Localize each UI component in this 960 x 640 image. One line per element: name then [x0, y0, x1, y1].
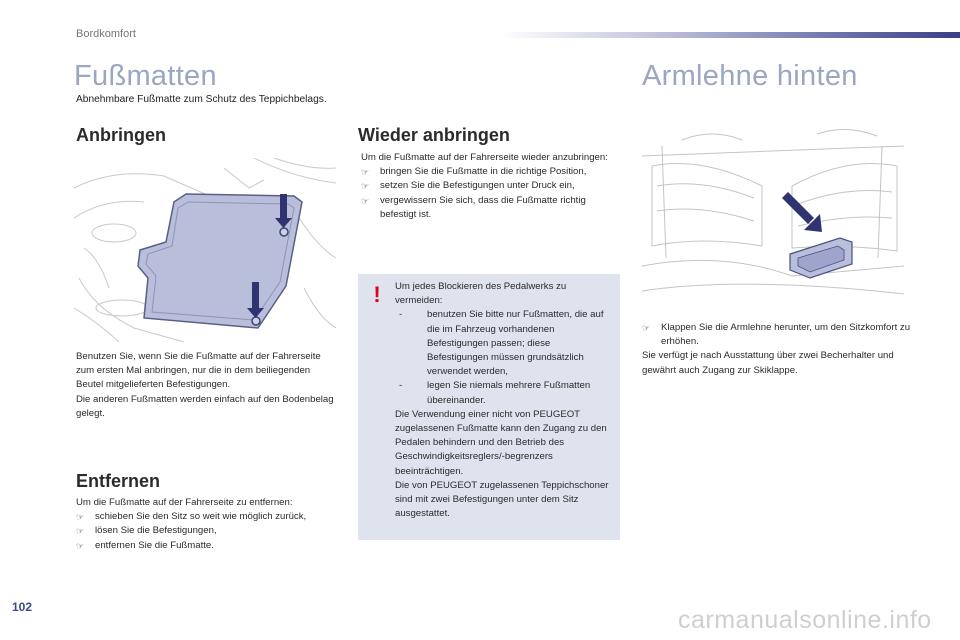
warning-text: [395, 280, 613, 521]
list-item: ☞ lösen Sie die Befestigungen,: [76, 524, 341, 538]
list-item: - benutzen Sie bitte nur Fußmatten, die auf die im Fahrzeug vorhandenen Befestigungen passen; diese Befestigungen müssen grundsätzlich verwendet werden,: [395, 308, 613, 379]
wieder-list: [361, 165, 619, 222]
warning-icon: !: [373, 282, 381, 307]
watermark: carmanualsonline.info: [678, 606, 932, 634]
list-item: ☞ vergewissern Sie sich, dass die Fußmatte richtig befestigt ist.: [361, 194, 619, 222]
warning-list: [395, 308, 613, 407]
entfernen-list: [76, 510, 341, 553]
list-item: ☞ schieben Sie den Sitz so weit wie möglich zurück,: [76, 510, 341, 524]
anbringen-paragraph: Benutzen Sie, wenn Sie die Fußmatte auf der Fahrerseite zum ersten Mal anbringen, nur die in dem beiliegenden Beutel mitgelieferten Befestigungen.: [76, 351, 321, 391]
list-item: ☞ entfernen Sie die Fußmatte.: [76, 539, 341, 553]
armlehne-text: [642, 321, 912, 378]
warning-intro: Um jedes Blockieren des Pedalwerks zu vermeiden:: [395, 281, 567, 307]
list-item: ☞ Klappen Sie die Armlehne herunter, um den Sitzkomfort zu erhöhen.: [642, 321, 912, 349]
floor-mat-illustration: [74, 158, 336, 342]
warning-paragraph: Die Verwendung einer nicht von PEUGEOT zugelassenen Fußmatte kann den Zugang zu den Pedalen behindern und den Betrieb des Geschwindigkeitsreglers/-begrenzers beeinträchtigen.: [395, 408, 607, 477]
armlehne-paragraph: Sie verfügt je nach Ausstattung über zwei Becherhalter und gewährt auch Zugang zur Skiklappe.: [642, 350, 894, 376]
fussmatten-subtitle: Abnehmbare Fußmatte zum Schutz des Teppichbelags.: [76, 94, 327, 105]
wieder-anbringen-text: [361, 151, 619, 222]
armrest-illustration: [642, 126, 904, 312]
page-title-fussmatten: Fußmatten: [74, 60, 217, 92]
page-number: 102: [12, 600, 33, 614]
section-label: Bordkomfort: [76, 28, 136, 40]
heading-entfernen: Entfernen: [76, 471, 161, 491]
heading-anbringen: Anbringen: [76, 125, 166, 145]
warning-paragraph: Die von PEUGEOT zugelassenen Teppichschoner sind mit zwei Befestigungen unter dem Sitz ausgestattet.: [395, 479, 609, 520]
armlehne-list: [642, 321, 912, 349]
page-title-armlehne: Armlehne hinten: [642, 60, 858, 92]
list-item: ☞ setzen Sie die Befestigungen unter Druck ein,: [361, 179, 619, 193]
wieder-intro: Um die Fußmatte auf der Fahrerseite wieder anzubringen:: [361, 152, 608, 163]
anbringen-text: [76, 350, 338, 421]
list-item: ☞ bringen Sie die Fußmatte in die richtige Position,: [361, 165, 619, 179]
header-accent-bar: [500, 32, 960, 38]
list-item: - legen Sie niemals mehrere Fußmatten übereinander.: [395, 379, 613, 407]
entfernen-text: [76, 496, 341, 553]
entfernen-intro: Um die Fußmatte auf der Fahrerseite zu entfernen:: [76, 497, 293, 508]
anbringen-paragraph: Die anderen Fußmatten werden einfach auf den Bodenbelag gelegt.: [76, 393, 334, 419]
heading-wieder-anbringen: Wieder anbringen: [358, 125, 510, 145]
